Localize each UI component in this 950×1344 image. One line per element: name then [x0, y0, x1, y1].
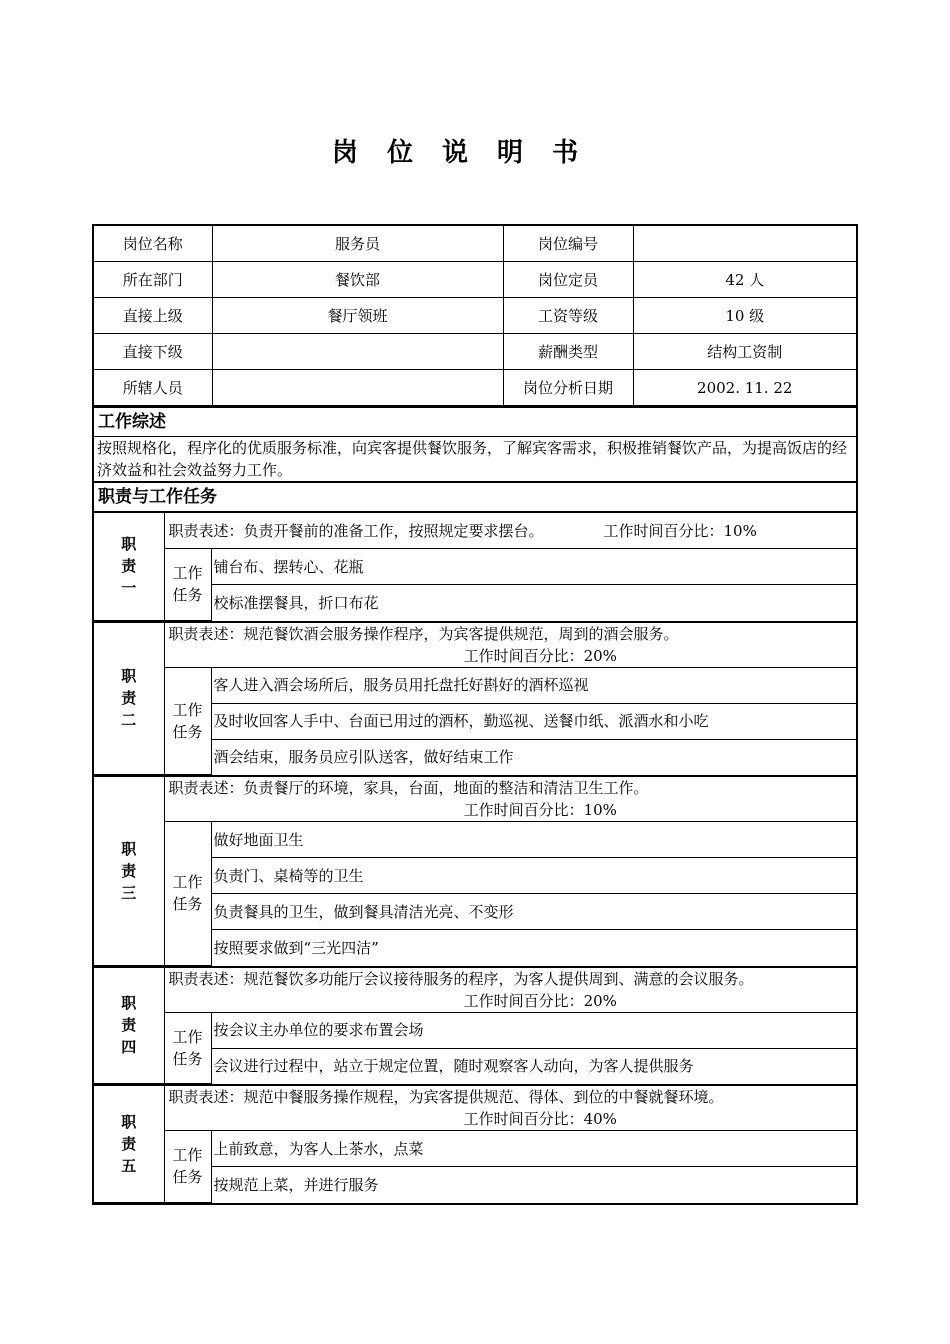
info-row	[94, 334, 856, 370]
info-value: 服务员	[212, 226, 503, 262]
work-time-percent: 工作时间百分比：20%	[463, 991, 617, 1010]
duty-label	[94, 967, 164, 1084]
task-item: 及时收回客人手中、台面已用过的酒杯，勤巡视、送餐巾纸、派酒水和小吃	[211, 703, 856, 739]
task-row	[94, 822, 856, 858]
duty-label	[94, 776, 164, 965]
duty-description	[164, 622, 856, 668]
task-label	[164, 1131, 211, 1203]
task-label	[164, 667, 211, 775]
info-value: 10 级	[633, 298, 856, 334]
duty-label-char: 五	[121, 1156, 137, 1175]
task-item: 铺台布、摆转心、花瓶	[211, 549, 856, 585]
task-row	[94, 549, 856, 585]
task-item: 按规范上菜，并进行服务	[211, 1167, 856, 1203]
work-time-percent: 工作时间百分比：40%	[463, 1110, 617, 1128]
info-value	[633, 226, 856, 262]
summary-heading: 工作综述	[94, 406, 856, 436]
job-description-sheet	[92, 224, 858, 1205]
duty-block	[94, 775, 856, 966]
task-item: 校标准摆餐具，折口布花	[211, 585, 856, 621]
task-item: 酒会结束，服务员应引队送客，做好结束工作	[211, 739, 856, 775]
task-row	[94, 1131, 856, 1167]
task-label-text: 工作	[172, 1027, 203, 1046]
duty-label-char: 职	[121, 839, 137, 858]
info-value	[212, 334, 503, 370]
duty-description	[164, 776, 856, 822]
duty-label-char: 四	[121, 1038, 137, 1057]
info-label: 岗位分析日期	[503, 370, 633, 406]
duty-label-char: 职	[121, 1112, 137, 1131]
summary-text: 按照规格化，程序化的优质服务标准，向宾客提供餐饮服务，了解宾客需求，积极推销餐饮产品，为提高饭店的经济效益和社会效益努力工作。	[94, 436, 856, 481]
work-time-percent: 工作时间百分比：20%	[463, 646, 617, 665]
duty-label-char: 职	[121, 667, 137, 686]
info-label: 工资等级	[503, 298, 633, 334]
info-label: 所辖人员	[94, 370, 212, 406]
info-row	[94, 262, 856, 298]
task-label	[164, 1012, 211, 1084]
task-row	[94, 667, 856, 703]
info-label: 所在部门	[94, 262, 212, 298]
info-row	[94, 226, 856, 262]
task-item: 负责餐具的卫生，做到餐具清洁光亮、不变形	[211, 894, 856, 930]
duty-label	[94, 512, 164, 620]
info-label: 直接上级	[94, 298, 212, 334]
duty-label	[94, 1085, 164, 1202]
task-item: 做好地面卫生	[211, 822, 856, 858]
task-label-text: 工作	[172, 700, 203, 719]
task-row	[94, 1012, 856, 1048]
task-label-text: 工作	[172, 1146, 203, 1165]
task-item: 按照要求做到“三光四洁”	[211, 930, 856, 966]
work-time-percent: 工作时间百分比：10%	[603, 521, 757, 540]
duty-description	[164, 967, 856, 1013]
duty-label-char: 职	[121, 994, 137, 1013]
duty-block	[94, 966, 856, 1085]
basic-info-table	[94, 226, 856, 406]
info-row	[94, 370, 856, 406]
duty-description-text: 职责表述：负责开餐前的准备工作，按照规定要求摆台。	[168, 521, 544, 540]
info-value: 2002. 11. 22	[633, 370, 856, 406]
task-label-text: 任务	[172, 1049, 203, 1068]
task-item: 客人进入酒会场所后，服务员用托盘托好斟好的酒杯巡视	[211, 667, 856, 703]
info-row	[94, 298, 856, 334]
duty-label-char: 三	[121, 883, 137, 902]
task-item: 上前致意，为客人上茶水，点菜	[211, 1131, 856, 1167]
duty-block	[94, 621, 856, 776]
duty-description-text: 职责表述：负责餐厅的环境，家具，台面，地面的整洁和清洁卫生工作。	[168, 779, 649, 797]
info-value	[212, 370, 503, 406]
info-label: 岗位编号	[503, 226, 633, 262]
task-label-text: 任务	[172, 1168, 203, 1187]
duty-label	[94, 622, 164, 775]
info-label: 直接下级	[94, 334, 212, 370]
duty-description-text: 职责表述：规范餐饮多功能厅会议接待服务的程序，为客人提供周到、满意的会议服务。	[168, 969, 754, 988]
info-value: 餐饮部	[212, 262, 503, 298]
duty-block	[94, 1084, 856, 1203]
task-label-text: 工作	[172, 564, 203, 583]
info-label: 薪酬类型	[503, 334, 633, 370]
duty-label-char: 责	[121, 689, 137, 708]
work-time-percent: 工作时间百分比：10%	[463, 801, 617, 819]
task-label-text: 任务	[172, 586, 203, 605]
info-label: 岗位名称	[94, 226, 212, 262]
duty-label-char: 责	[121, 1016, 137, 1035]
info-value: 餐厅领班	[212, 298, 503, 334]
duty-description	[164, 1085, 856, 1131]
duty-label-char: 责	[121, 861, 137, 880]
task-label-text: 工作	[172, 873, 203, 892]
info-value: 42 人	[633, 262, 856, 298]
duty-description	[164, 512, 856, 549]
duty-block	[94, 511, 856, 621]
duty-description-text: 职责表述：规范中餐服务操作规程，为宾客提供规范、得体、到位的中餐就餐环境。	[168, 1088, 724, 1106]
task-label-text: 任务	[172, 895, 203, 914]
duty-label-char: 责	[121, 1134, 137, 1153]
task-item: 会议进行过程中，站立于规定位置，随时观察客人动向，为客人提供服务	[211, 1048, 856, 1084]
task-label-text: 任务	[172, 722, 203, 741]
duty-description-text: 职责表述：规范餐饮酒会服务操作程序，为宾客提供规范，周到的酒会服务。	[168, 624, 679, 643]
duty-label-char: 二	[121, 711, 137, 730]
duty-label-char: 责	[121, 557, 137, 576]
duty-label-char: 一	[121, 579, 137, 598]
task-item: 负责门、桌椅等的卫生	[211, 858, 856, 894]
info-value: 结构工资制	[633, 334, 856, 370]
duty-label-char: 职	[121, 535, 137, 554]
duties-heading: 职责与工作任务	[94, 481, 856, 511]
task-item: 按会议主办单位的要求布置会场	[211, 1012, 856, 1048]
task-label	[164, 822, 211, 966]
page-title: 岗 位 说 明 书	[331, 138, 589, 168]
info-label: 岗位定员	[503, 262, 633, 298]
task-label	[164, 549, 211, 621]
